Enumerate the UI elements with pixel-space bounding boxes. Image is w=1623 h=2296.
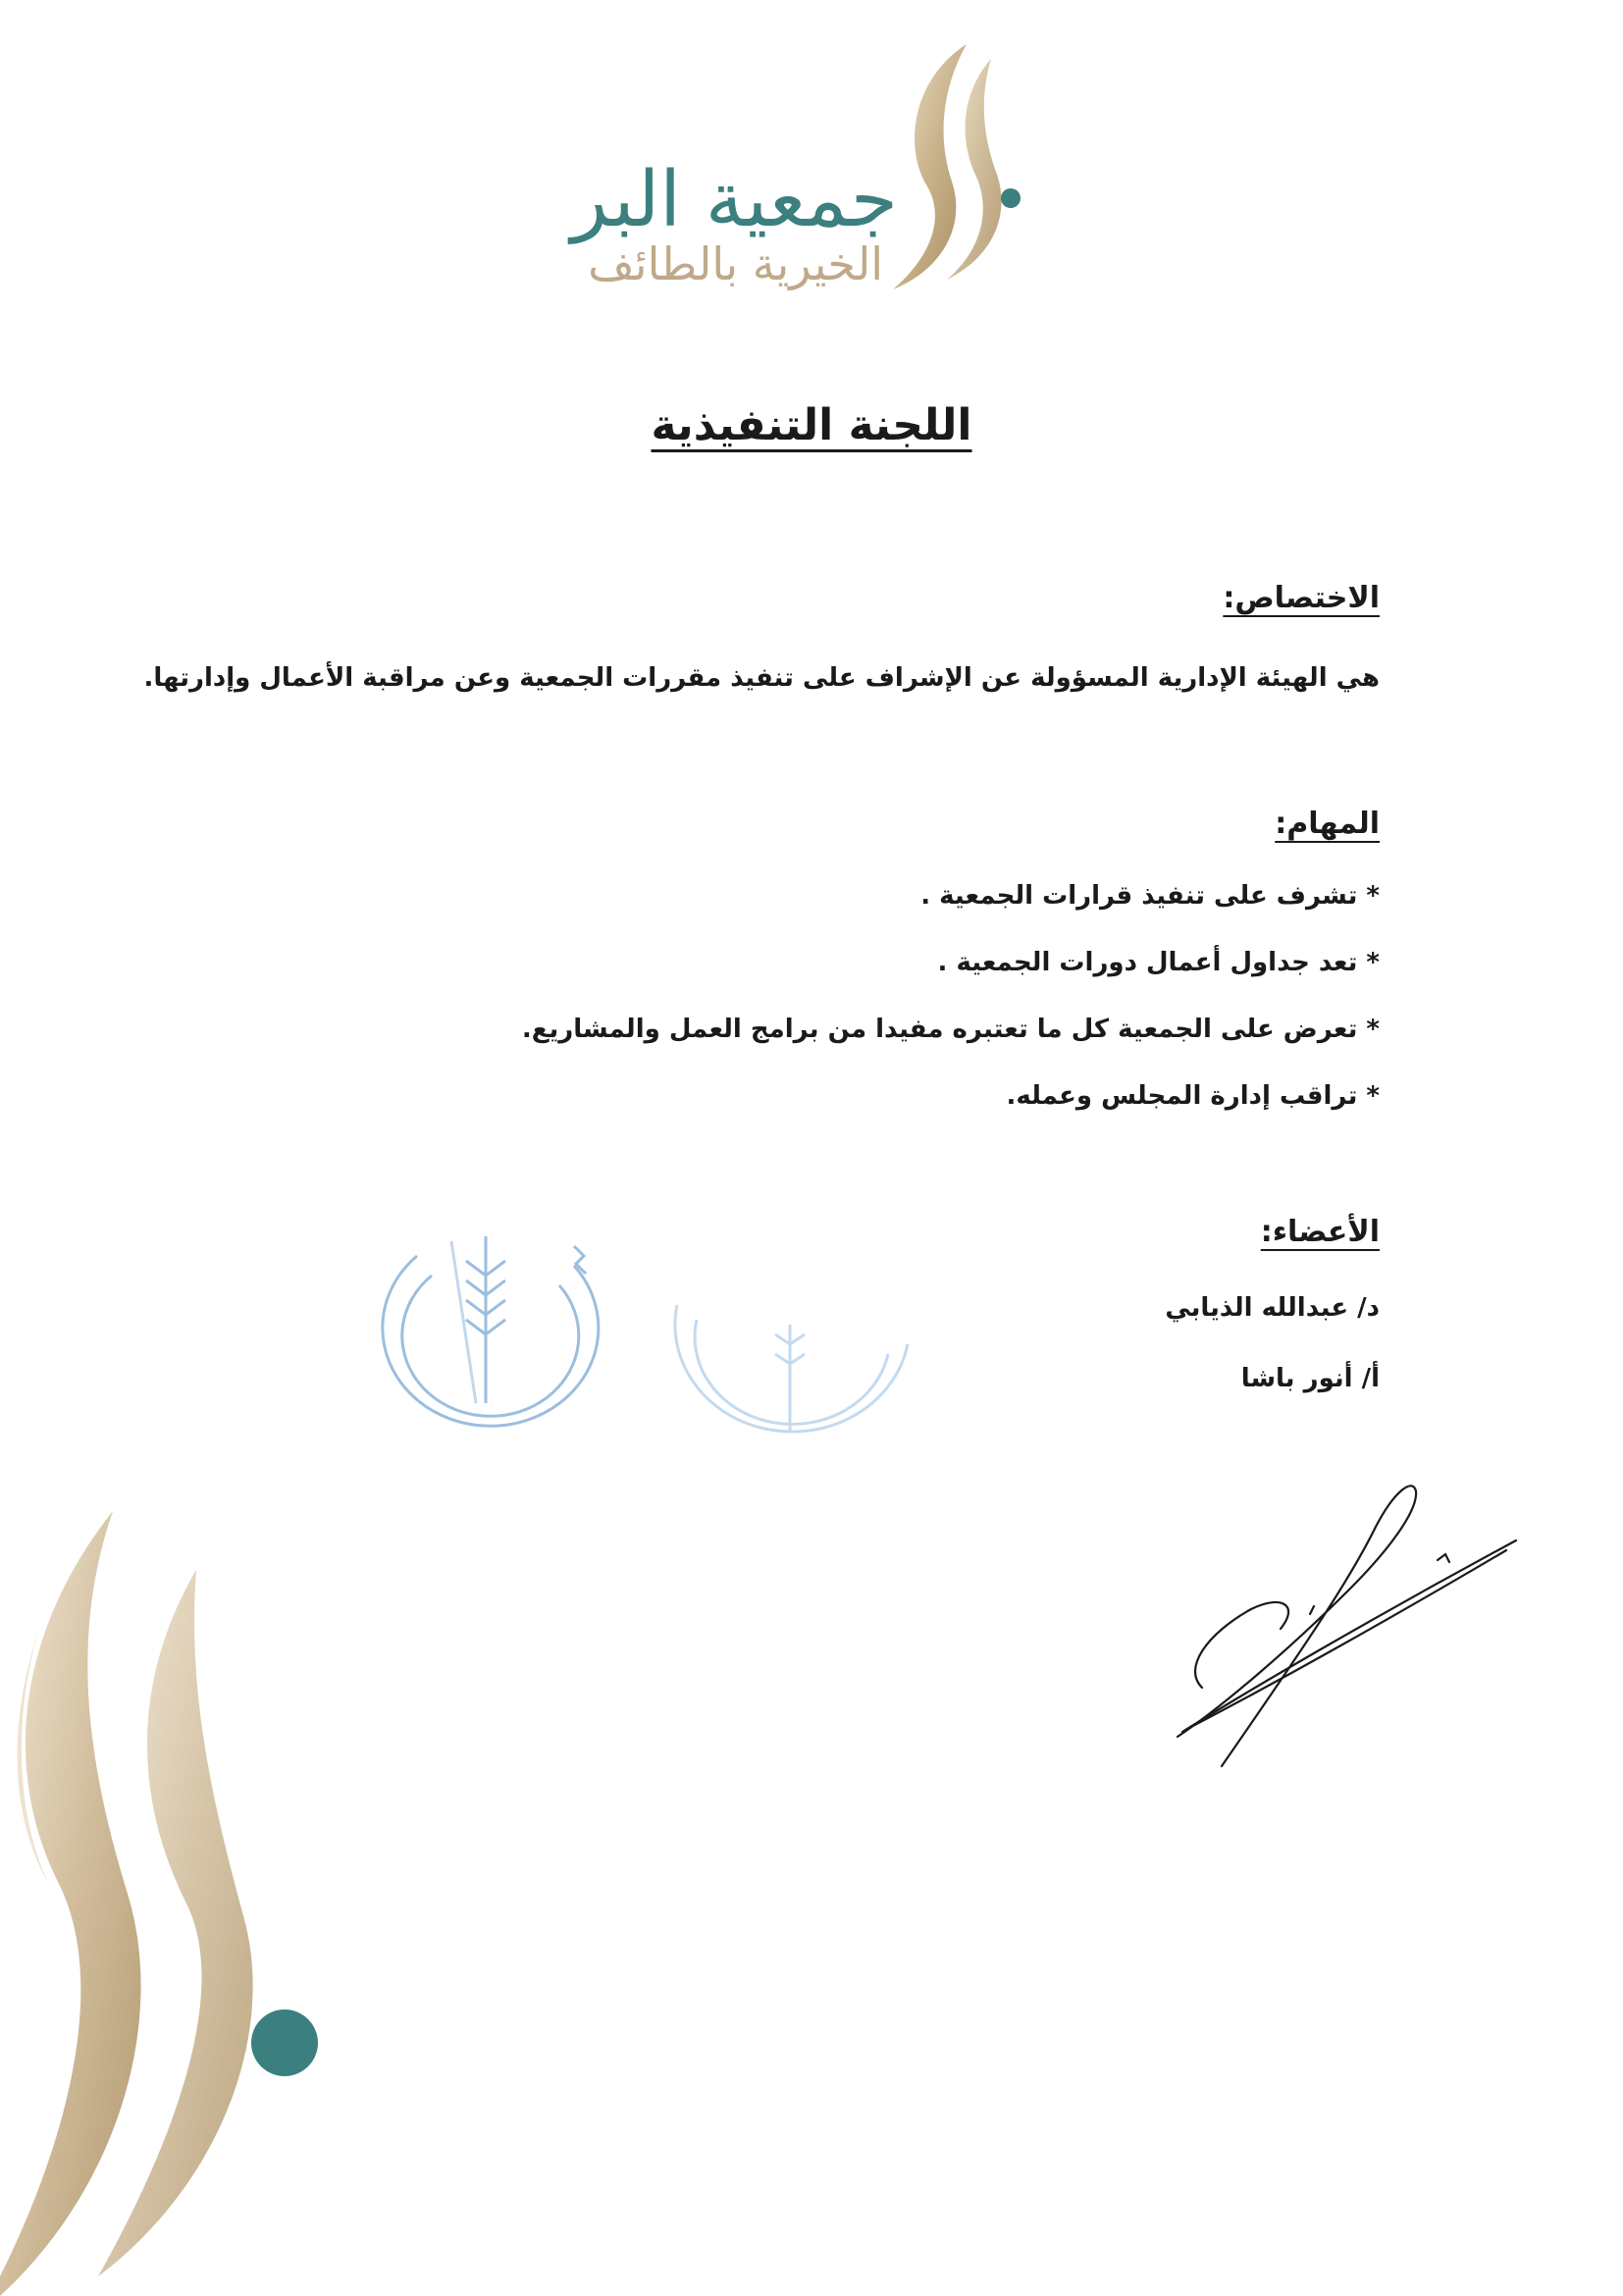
flame-leaf-icon: [873, 39, 1030, 294]
member-name: د/ عبدالله الذيابي: [1165, 1293, 1380, 1323]
task-item: * تعرض على الجمعية كل ما تعتبره مفيدا من برامج العمل والمشاريع.: [521, 1015, 1380, 1044]
member-name: أ/ أنور باشا: [1240, 1364, 1380, 1393]
page-title: [0, 400, 1623, 450]
logo-name-line2: الخيرية بالطائف: [588, 237, 883, 290]
signature-icon: [1163, 1472, 1526, 1786]
logo-name-line1: جمعية البر: [570, 156, 898, 244]
flame-leaf-icon: [0, 1511, 334, 2296]
tasks-heading: المهام:: [1275, 807, 1380, 841]
task-item: * تعد جداول أعمال دورات الجمعية .: [937, 948, 1380, 977]
members-heading: الأعضاء:: [1260, 1215, 1380, 1249]
task-item: * تشرف على تنفيذ قرارات الجمعية .: [920, 881, 1380, 911]
task-item: * تراقب إدارة المجلس وعمله.: [1006, 1081, 1380, 1111]
wheat-seal-icon: [653, 1266, 927, 1491]
page-title-text: اللجنة التنفيذية: [651, 400, 972, 450]
organization-logo: [559, 39, 1030, 294]
specialization-heading: الاختصاص:: [1223, 581, 1380, 615]
specialization-text: هي الهيئة الإدارية المسؤولة عن الإشراف على تنفيذ مقررات الجمعية وعن مراقبة الأعمال وإدارتها.: [143, 663, 1380, 693]
wheat-seal-icon: [348, 1217, 623, 1452]
